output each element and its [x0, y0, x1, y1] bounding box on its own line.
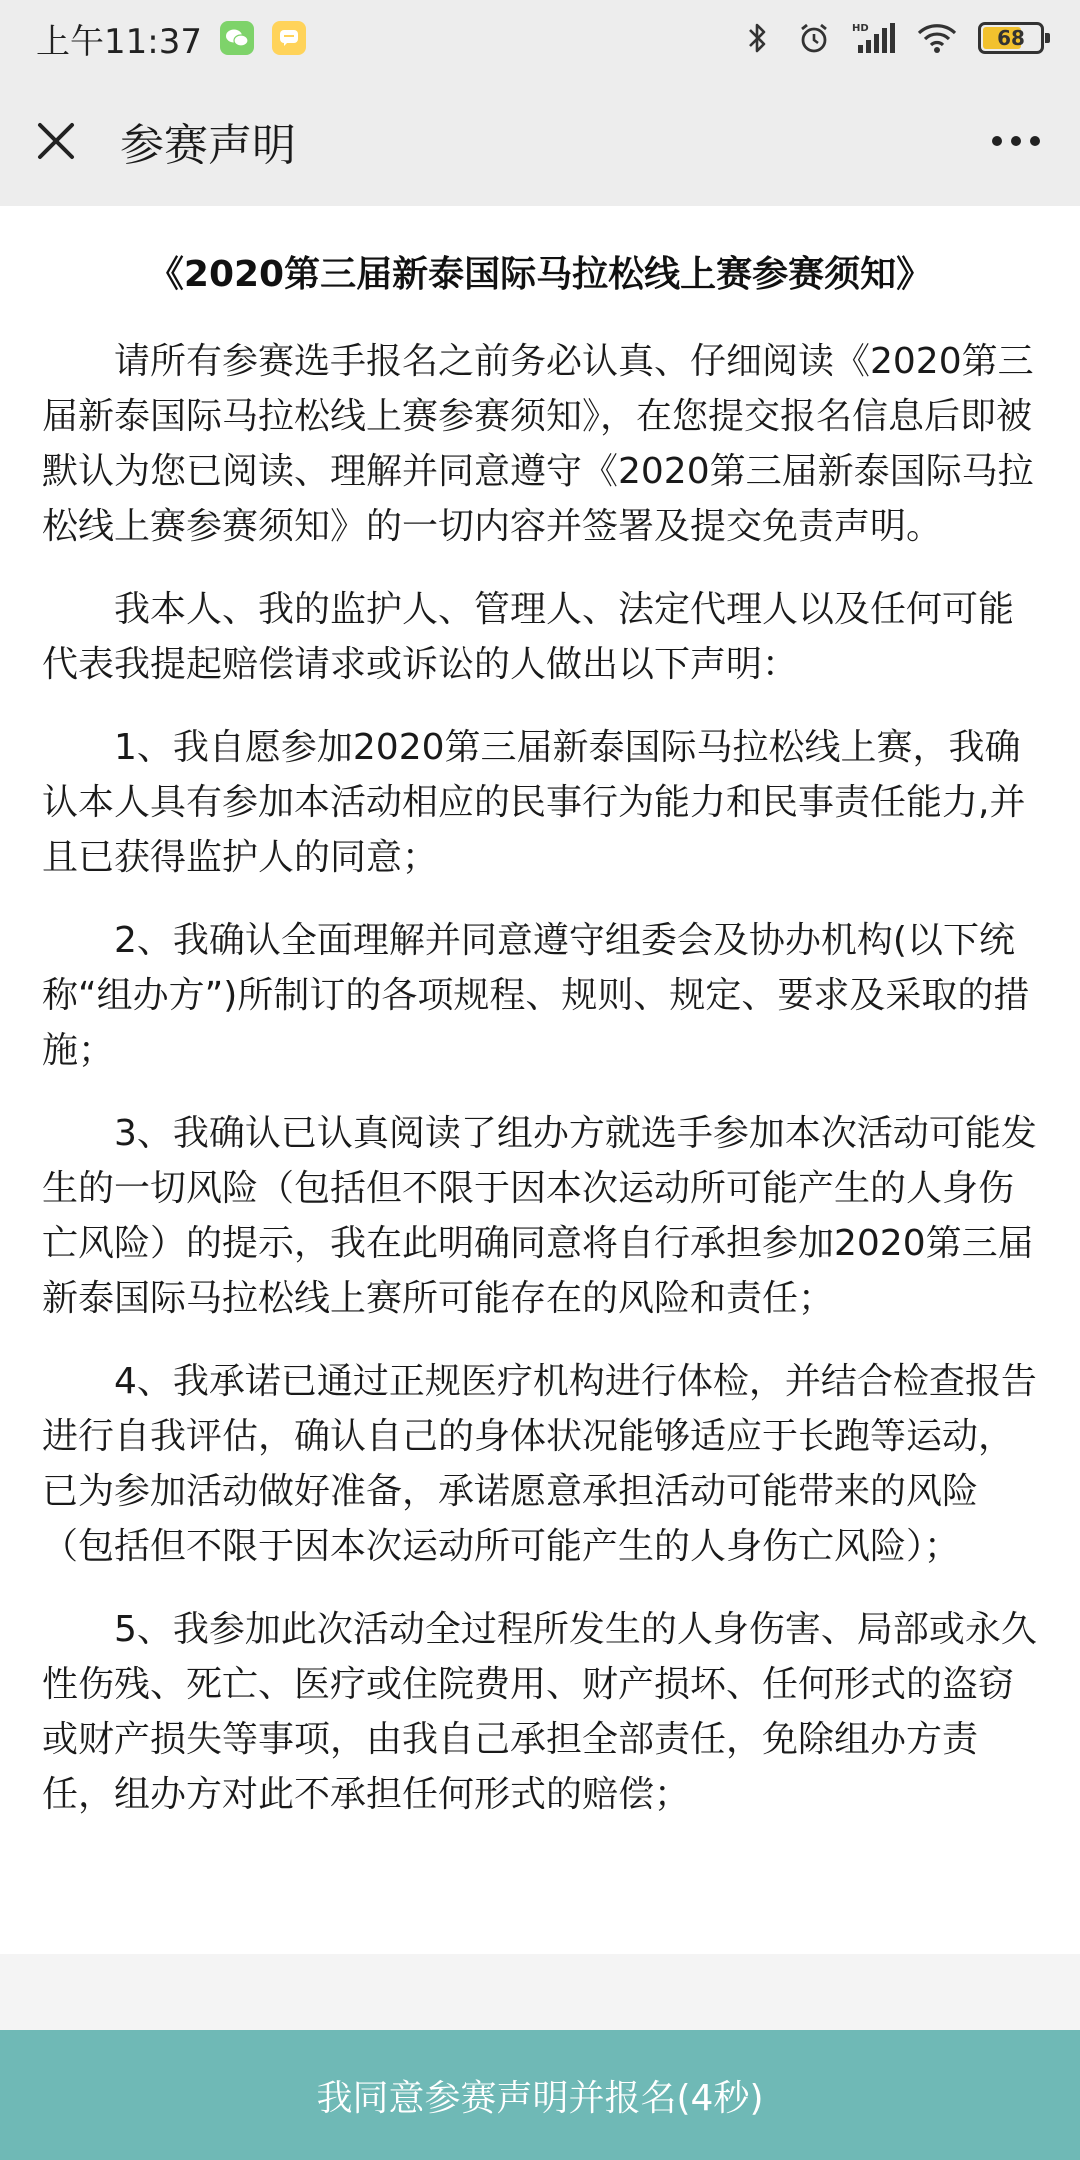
paragraph-item-2: 2、我确认全面理解并同意遵守组委会及协办机构(以下统称“组办方”)所制订的各项规程、规则、规定、要求及采取的措施；	[42, 920, 1030, 1071]
paragraph-declaration: 我本人、我的监护人、管理人、法定代理人以及任何可能代表我提起赔偿请求或诉讼的人做出以下声明：	[42, 589, 1015, 685]
paragraph-item-4: 4、我承诺已通过正规医疗机构进行体检，并结合检查报告进行自我评估，确认自己的身体状况能够适应于长跑等运动，已为参加活动做好准备，承诺愿意承担活动可能带来的风险（包括但不限于因本次运动所可能产生的人身伤亡风险）；	[42, 1361, 1037, 1567]
document-title: 《2020第三届新泰国际马拉松线上赛参赛须知》	[147, 254, 933, 295]
close-icon[interactable]	[34, 119, 78, 163]
status-left	[36, 14, 306, 63]
wechat-icon	[220, 21, 254, 55]
hd-signal-icon	[852, 20, 896, 56]
bottom-spacer	[0, 1954, 1080, 2030]
wifi-icon	[916, 20, 958, 56]
message-icon	[272, 21, 306, 55]
page-title: 参赛声明	[120, 120, 296, 171]
bluetooth-icon	[740, 20, 776, 56]
paragraph-item-1: 1、我自愿参加2020第三届新泰国际马拉松线上赛，我确认本人具有参加本活动相应的民事行为能力和民事责任能力,并且已获得监护人的同意；	[42, 727, 1026, 878]
paragraph-item-5: 5、我参加此次活动全过程所发生的人身伤害、局部或永久性伤残、死亡、医疗或住院费用、财产损坏、任何形式的盗窃或财产损失等事项，由我自己承担全部责任，免除组办方责任，组办方对此不承担任何形式的赔偿；	[42, 1609, 1037, 1815]
more-options-icon[interactable]	[986, 119, 1046, 163]
agree-register-button[interactable]: 我同意参赛声明并报名(4秒)	[0, 2030, 1080, 2160]
battery-icon	[978, 22, 1044, 54]
battery-tip	[1045, 33, 1050, 43]
title-bar	[0, 76, 1080, 206]
status-time: 上午11:37	[36, 21, 202, 62]
declaration-content[interactable]	[0, 206, 1080, 1954]
status-bar	[0, 0, 1080, 76]
battery-level: 68	[997, 26, 1025, 50]
paragraph-intro: 请所有参赛选手报名之前务必认真、仔细阅读《2020第三届新泰国际马拉松线上赛参赛须知》，在您提交报名信息后即被默认为您已阅读、理解并同意遵守《2020第三届新泰国际马拉松线上赛参赛须知》的一切内容并签署及提交免责声明。	[42, 341, 1034, 547]
paragraph-item-3: 3、我确认已认真阅读了组办方就选手参加本次活动可能发生的一切风险（包括但不限于因本次运动所可能产生的人身伤亡风险）的提示，我在此明确同意将自行承担参加2020第三届新泰国际马拉松线上赛所可能存在的风险和责任；	[42, 1113, 1037, 1319]
status-right	[740, 20, 1044, 56]
alarm-icon	[796, 20, 832, 56]
svg-text:HD: HD	[852, 23, 869, 34]
